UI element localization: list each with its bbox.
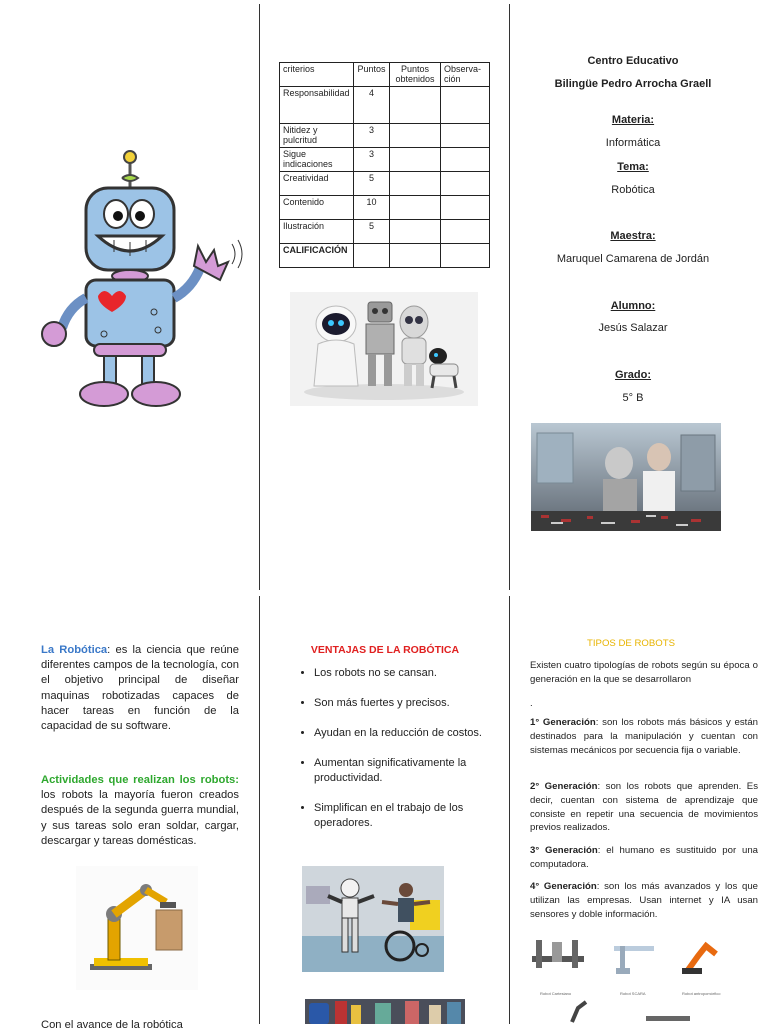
header-criterios: criterios (280, 63, 354, 87)
tema-value: Robótica (611, 184, 655, 196)
robot-lab-photo (531, 423, 721, 531)
generation-3 (530, 844, 758, 872)
industrial-robot-types-image (528, 932, 756, 1024)
robotic-arm-illustration (76, 866, 198, 990)
list-item: • Aumentan significativamente la productividad. (314, 756, 514, 786)
empty-cell (354, 244, 390, 268)
generation-4 (530, 880, 758, 921)
criterio-cell: Ilustración (280, 220, 354, 244)
generation-4-text: : son los más avanzados y los que utilizan las empresas. Usan internet y IA usan sensores y doble información. (530, 881, 758, 920)
table-header-row (280, 63, 490, 87)
generation-4-label: 4° Generación (530, 881, 597, 892)
calificacion-cell: CALIFICACIÓN (280, 244, 354, 268)
empty-cell (390, 87, 441, 124)
robotica-text: : es la ciencia que reúne diferentes campos de la tecnología, con el objetivo principal de diseñar maquinas robotizadas capaces de hacer tareas en función de la capacidad de su software. (41, 644, 239, 733)
empty-cell (441, 244, 490, 268)
puntos-cell: 3 (354, 124, 390, 148)
table-row (280, 87, 490, 124)
generation-1-label: 1° Generación (530, 717, 596, 728)
materia-value: Informática (605, 137, 661, 149)
table-row (280, 244, 490, 268)
generation-1 (530, 716, 758, 757)
generation-3-label: 3° Generación (530, 845, 598, 856)
empty-cell (441, 124, 490, 148)
criterio-cell: Nitidez y pulcritud (280, 124, 354, 148)
list-item: • Los robots no se cansan. (314, 666, 514, 681)
cover-panel (512, 50, 754, 410)
criterio-cell: Sigue indicaciones (280, 148, 354, 172)
empty-cell (390, 220, 441, 244)
store-robot-photo-partial (305, 999, 465, 1024)
actividades-text: los robots la mayoría fueron creados después de la segunda guerra mundial, y sus tareas solo eran soldar, cargar, descargar y tareas domésticas. (41, 789, 239, 847)
bottom-partial-text (41, 1018, 239, 1033)
fold-line-top-left (259, 4, 260, 590)
header-puntos: Puntos (354, 63, 390, 87)
tema-label: Tema: (617, 161, 649, 173)
empty-cell (441, 87, 490, 124)
maestra-label: Maestra: (610, 230, 656, 242)
generation-2 (530, 780, 758, 835)
empty-cell (390, 124, 441, 148)
alumno-value: Jesús Salazar (598, 322, 668, 334)
table-row (280, 220, 490, 244)
generation-1-text: : son los robots más básicos y están destinados para la manipulación y cuentan con sistemas mecánicos por secuencia fija o variable. (530, 717, 758, 756)
caption-cartesiano: Robot Cartesiano (540, 991, 572, 996)
robotica-definition (41, 643, 239, 734)
generation-3-text: : el humano es sustituido por una computadora. (530, 845, 758, 870)
grado-value: 5° B (622, 392, 644, 404)
materia-label: Materia: (611, 114, 655, 126)
fold-line-bottom-left (259, 596, 260, 1024)
puntos-cell: 5 (354, 220, 390, 244)
empty-cell (441, 172, 490, 196)
table-row (280, 196, 490, 220)
empty-cell (441, 196, 490, 220)
maestra-value: Maruquel Camarena de Jordán (556, 253, 710, 265)
grading-rubric-table (279, 62, 490, 268)
empty-cell (390, 172, 441, 196)
list-item: • Simplifican en el trabajo de los operadores. (314, 801, 514, 831)
alumno-label: Alumno: (610, 300, 656, 312)
puntos-cell: 4 (354, 87, 390, 124)
caption-antropomorfico: Robot antropomórfico (682, 991, 721, 996)
generation-2-text: : son los robots que aprenden. Es decir, cuentan con sistema de aprendizaje que consiste en repetir una secuencia de movimientos previos realizados. (530, 781, 758, 834)
criterio-cell: Responsabilidad (280, 87, 354, 124)
empty-cell (390, 148, 441, 172)
empty-cell (390, 196, 441, 220)
criterio-cell: Creatividad (280, 172, 354, 196)
robotica-term: La Robótica (41, 644, 108, 656)
puntos-cell: 5 (354, 172, 390, 196)
actividades-paragraph (41, 773, 239, 849)
empty-cell (441, 148, 490, 172)
puntos-cell: 3 (354, 148, 390, 172)
header-observacion: Observa-ción (441, 63, 490, 87)
fold-line-top-right (509, 4, 510, 590)
tipos-dot: . (530, 698, 533, 709)
table-row (280, 172, 490, 196)
school-name-line2: Bilingüe Pedro Arrocha Graell (554, 78, 712, 90)
robots-exercise-photo (302, 866, 444, 972)
table-row (280, 148, 490, 172)
generation-2-label: 2° Generación (530, 781, 598, 792)
robots-group-photo (290, 292, 478, 406)
header-puntos-obtenidos: Puntos obtenidos (390, 63, 441, 87)
puntos-cell: 10 (354, 196, 390, 220)
empty-cell (441, 220, 490, 244)
empty-cell (390, 244, 441, 268)
caption-scara: Robot SCARA (620, 991, 646, 996)
grado-label: Grado: (614, 369, 652, 381)
list-item: • Son más fuertes y precisos. (314, 696, 514, 711)
tipos-title: TIPOS DE ROBOTS (587, 638, 675, 649)
ventajas-list (296, 666, 514, 846)
ventajas-title: VENTAJAS DE LA ROBÓTICA (310, 644, 460, 656)
list-item: • Ayudan en la reducción de costos. (314, 726, 514, 741)
actividades-term: Actividades que realizan los robots: (41, 774, 239, 786)
bottom-partial-span: Con el avance de la robótica (41, 1019, 183, 1031)
criterio-cell: Contenido (280, 196, 354, 220)
tipos-intro: Existen cuatro tipologías de robots según su época o generación en la que se desarrollaron (530, 660, 758, 685)
table-row (280, 124, 490, 148)
cartoon-robot-illustration (34, 148, 246, 410)
school-name-line1: Centro Educativo (587, 55, 679, 67)
